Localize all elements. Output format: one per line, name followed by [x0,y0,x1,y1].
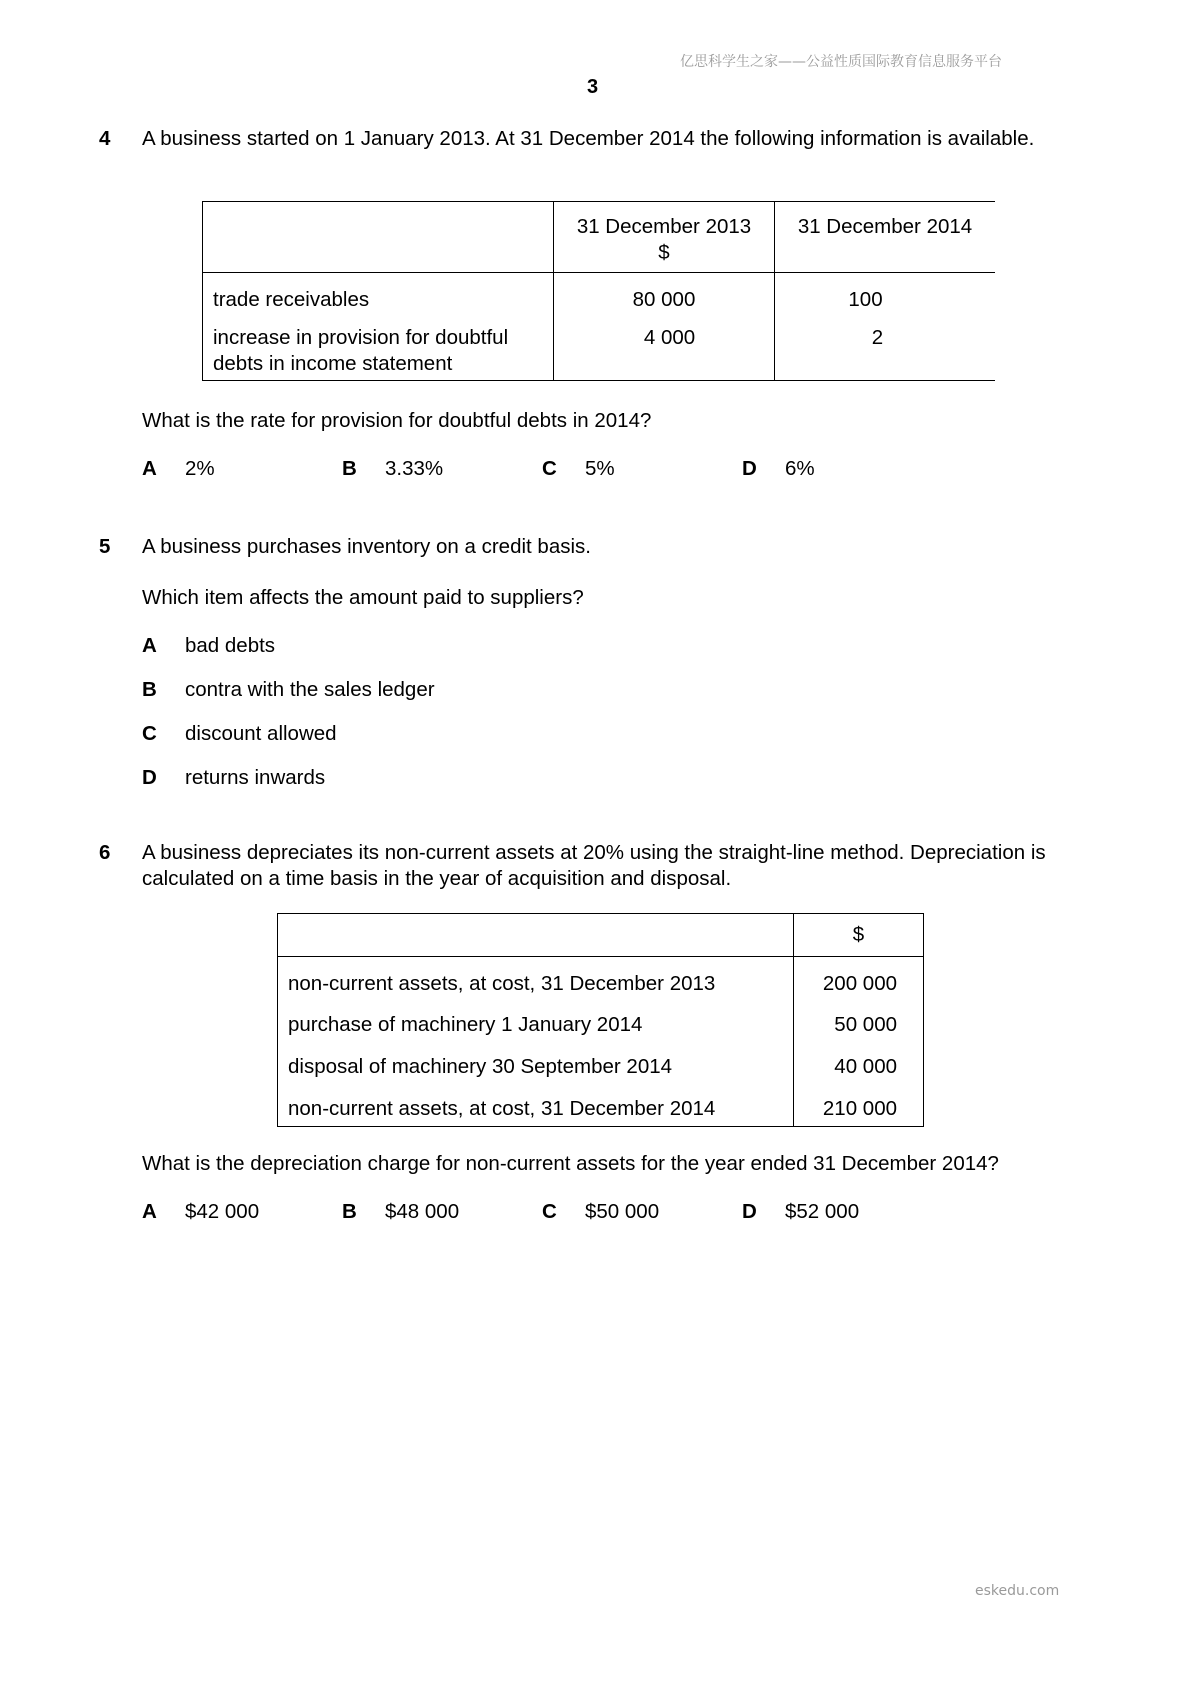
q5-text: A business purchases inventory on a credit basis. [142,535,591,558]
q5-option-b-letter: B [142,678,157,701]
q6-option-c-letter: C [542,1200,557,1223]
q6-row3-label: disposal of machinery 30 September 2014 [278,1041,794,1083]
q4-table-header-2014 [775,202,996,273]
q6-row1-label: non-current assets, at cost, 31 December 2013 [278,957,794,1000]
q6-option-b-letter: B [342,1200,357,1223]
q4-row2-label [203,315,554,381]
q5-option-c-text: discount allowed [185,722,337,745]
q5-option-b-text: contra with the sales ledger [185,678,435,701]
q4-option-d-text: 6% [785,457,815,480]
q4-option-c-letter: C [542,457,557,480]
q6-table-header-unit: $ [794,914,924,957]
q6-number: 6 [99,841,111,864]
q6-options [142,1199,942,1225]
q4-option-b-text: 3.33% [385,457,444,480]
q4-col1-header-date: 31 December 2013 [576,215,752,238]
q4-text: A business started on 1 January 2013. At 31 December 2014 the following information is available. [142,127,1035,150]
q4-row2-v1: 4 000 [554,315,775,381]
q6-option-a-letter: A [142,1200,157,1223]
q6-option-a-text: $42 000 [185,1200,260,1223]
q4-number: 4 [99,127,111,150]
q4-table-header-blank [203,202,554,273]
table-row [203,315,996,381]
table-row [278,999,924,1041]
q5-option-c-letter: C [142,722,157,745]
q6-question: What is the depreciation charge for non-current assets for the year ended 31 December 2014? [142,1152,999,1175]
q4-col1-header-unit: $ [658,240,670,264]
q5-option-a-text: bad debts [185,634,276,657]
q4-option-a-letter: A [142,457,157,480]
q6-row1-value: 200 000 [794,957,924,1000]
q4-row1-v1: 80 000 [554,273,775,316]
q6-table [277,913,924,1127]
q4-option-b-letter: B [342,457,357,480]
q5-option-d-letter: D [142,766,157,789]
table-row [278,1041,924,1083]
table-row [278,1083,924,1126]
footer-site: eskedu.com [975,1583,1060,1599]
q6-row2-label: purchase of machinery 1 January 2014 [278,999,794,1041]
table-row [203,273,996,316]
q4-options [142,456,942,482]
q4-row2-label-line1: increase in provision for doubtful [213,326,509,349]
q4-question: What is the rate for provision for doubtful debts in 2014? [142,409,652,432]
page-number: 3 [587,76,599,98]
q4-row1-v2: 100 [775,273,996,316]
q4-option-c-text: 5% [585,457,615,480]
table-row [278,957,924,1000]
q6-row4-value: 210 000 [794,1083,924,1126]
q6-option-d-text: $52 000 [785,1200,860,1223]
q6-option-c-text: $50 000 [585,1200,660,1223]
q4-table [202,201,995,381]
q4-row1-label: trade receivables [203,273,554,316]
q6-row2-value: 50 000 [794,999,924,1041]
q4-table-header-2013 [554,202,775,273]
q5-question: Which item affects the amount paid to suppliers? [142,586,584,609]
q6-table-header-blank [278,914,794,957]
q4-row2-label-line2: debts in income statement [213,351,453,375]
q6-text: A business depreciates its non-current assets at 20% using the straight-line method. Depreciation is calculated on a time basis in the year of acquisition and disposal. [142,841,1046,890]
q5-number: 5 [99,535,111,558]
q6-row4-label: non-current assets, at cost, 31 December 2014 [278,1083,794,1126]
q6-option-d-letter: D [742,1200,757,1223]
q5-option-d-text: returns inwards [185,766,326,789]
q4-option-d-letter: D [742,457,757,480]
q4-col2-header-date: 31 December 2014 [797,215,973,238]
q4-row2-v2: 2 [775,315,996,381]
q4-option-a-text: 2% [185,457,215,480]
header-watermark: 亿思科学生之家——公益性质国际教育信息服务平台 [680,54,1002,70]
q5-option-a-letter: A [142,634,157,657]
q6-option-b-text: $48 000 [385,1200,460,1223]
q6-row3-value: 40 000 [794,1041,924,1083]
